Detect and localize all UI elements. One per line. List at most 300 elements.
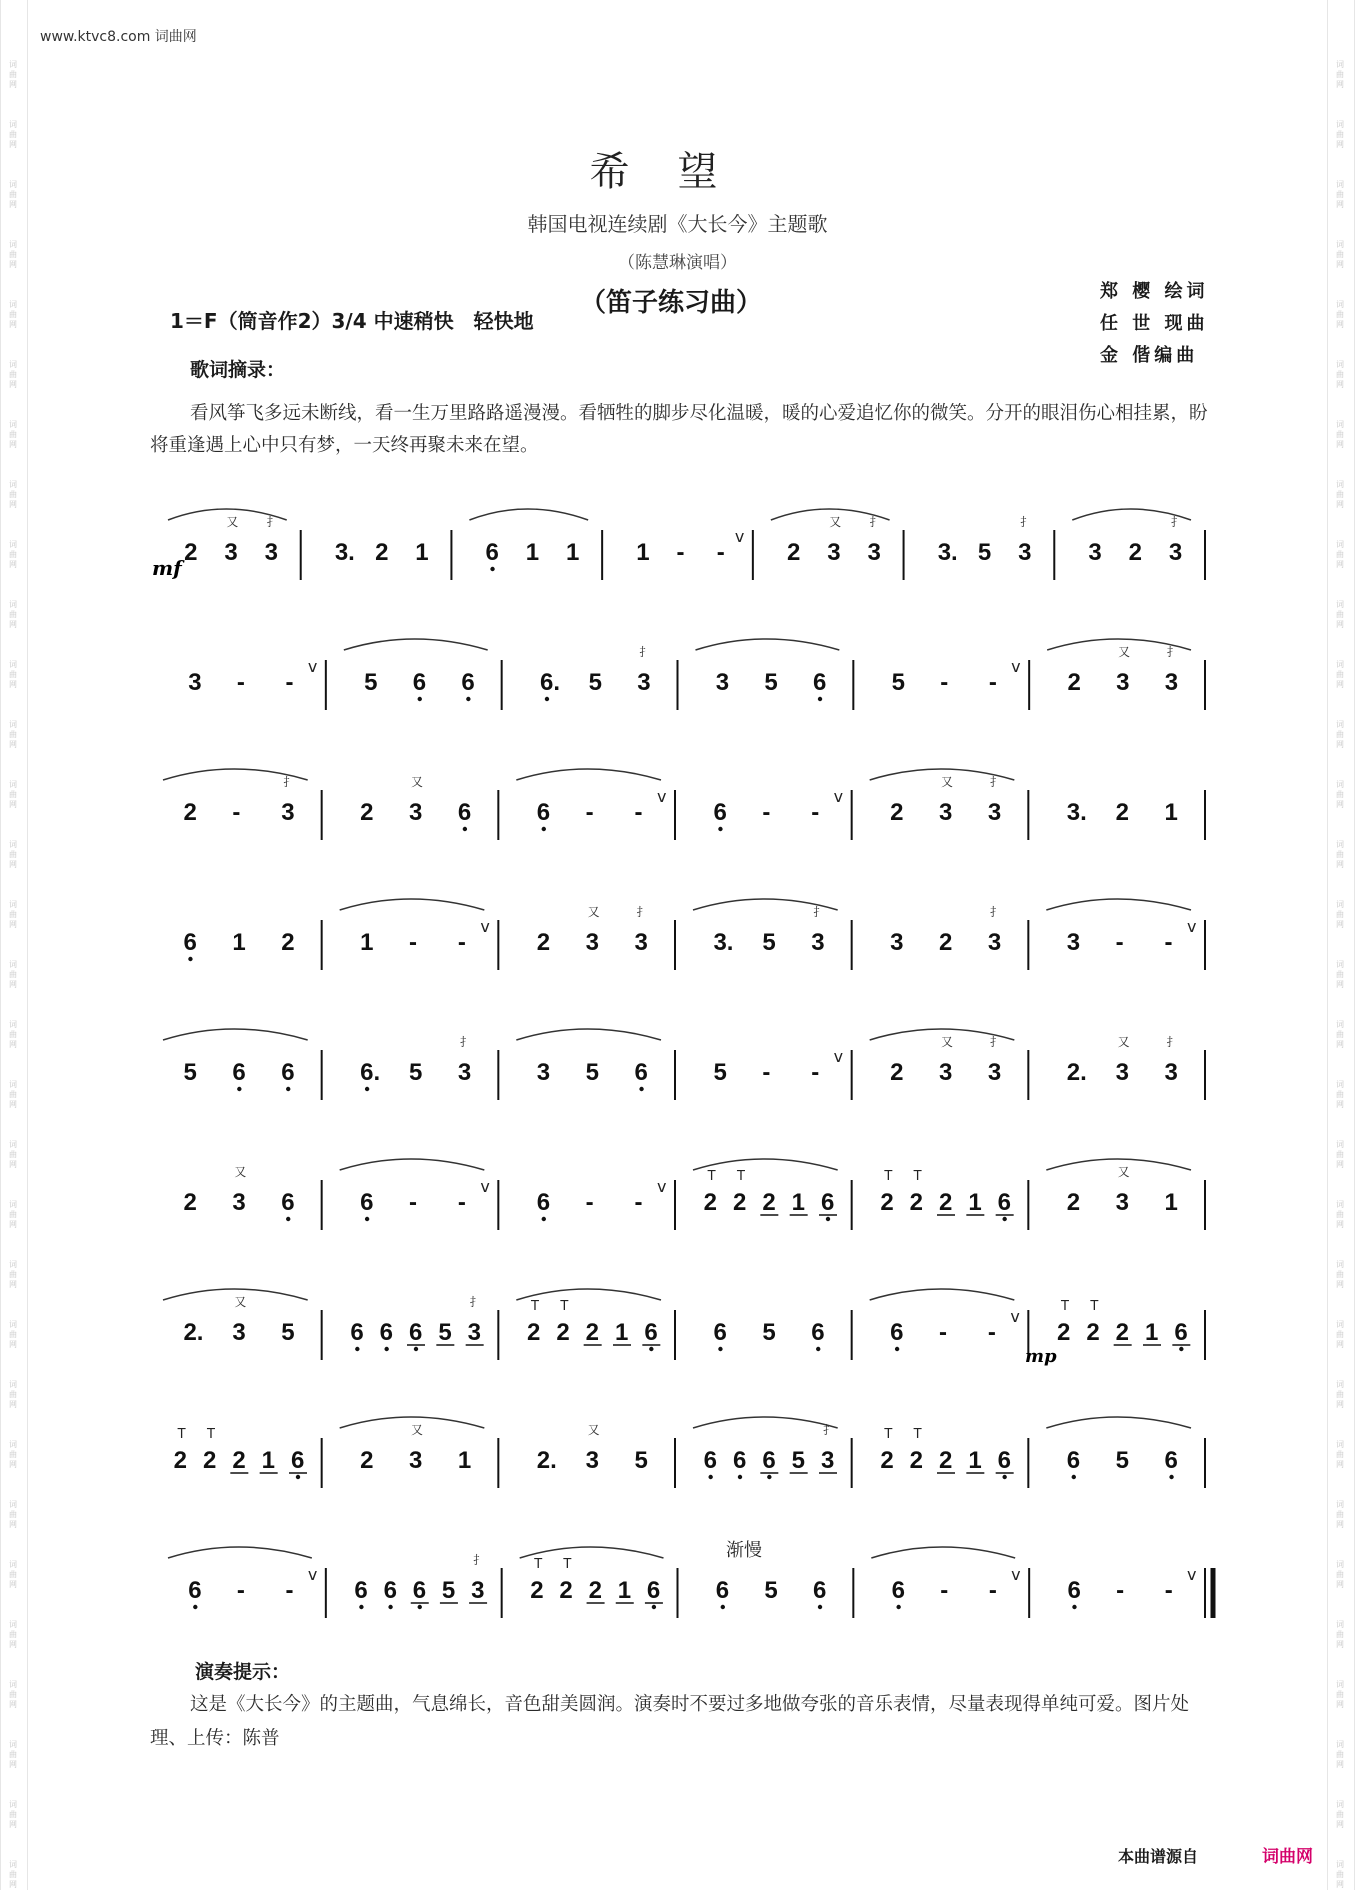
note: 2 [585,1319,600,1346]
note: 3 [457,1059,472,1086]
ornament-mark: 扌 [473,1553,486,1567]
ornament-mark: 扌 [266,515,279,529]
note: 6 [188,1577,202,1604]
note: - [1164,1577,1173,1604]
breath-mark: v [833,787,844,806]
slur [1046,1417,1191,1428]
note: - [1115,929,1124,956]
note: 3 [1066,929,1081,956]
note: 3 [890,929,904,956]
low-octave-dot [388,1605,392,1609]
watermark-mark: 词 曲 网 [9,120,17,149]
low-octave-dot [414,1347,418,1351]
note: 5 [281,1319,295,1346]
watermark-mark: 词 曲 网 [9,1560,17,1589]
breath-mark: v [1010,1307,1020,1326]
low-octave-dot [463,827,467,831]
performance-heading: 演奏提示： [195,1661,291,1683]
ornament-mark: 又 [234,1165,247,1179]
watermark-mark: 词 曲 网 [9,60,17,89]
watermark-mark: 词 曲 网 [1336,300,1344,329]
watermark-mark: 词 曲 网 [1336,960,1344,989]
note: 3. [1066,799,1087,826]
watermark-mark: 词 曲 网 [1336,180,1344,209]
slur [871,1547,1015,1558]
note: 2 [703,1189,718,1216]
note: - [1164,929,1173,956]
breath-mark: v [657,1177,667,1196]
note: - [285,1577,294,1604]
low-octave-dot [818,1605,822,1609]
ornament-mark: 扌 [823,1423,836,1437]
note: 1 [415,539,429,566]
watermark-mark: 词 曲 网 [1336,780,1344,809]
note: 5 [183,1059,197,1086]
low-octave-dot [649,1347,653,1351]
note: 1 [1145,1319,1159,1346]
ornament-mark: 扌 [989,1035,1002,1049]
breath-mark: v [1011,657,1021,676]
note: 6 [646,1577,661,1604]
note: - [940,669,949,696]
note: 6 [536,1189,551,1216]
note: 1 [1164,1189,1178,1216]
tongue-mark: T [737,1169,745,1184]
tongue-mark: T [913,1169,922,1184]
note: 6 [1174,1319,1188,1346]
note: 6 [813,669,827,696]
note: 6 [354,1577,368,1604]
note: 2 [880,1189,894,1216]
slur [1046,899,1191,910]
breath-mark: v [1011,1565,1021,1584]
note: 6 [997,1447,1012,1474]
note: - [409,929,417,956]
note: 3 [471,1577,485,1604]
ornament-mark: 又 [829,515,842,529]
ornament-mark: 扌 [459,1035,472,1049]
low-octave-dot [237,1087,241,1091]
note: 2 [939,1447,953,1474]
note: 6 [183,929,197,956]
note: 6 [281,1189,295,1216]
slur [696,639,840,650]
ornament-mark: 扌 [1020,515,1033,529]
lyrics-text: 看风筝飞多远未断线，看一生万里路路遥漫漫。看牺牲的脚步尽化温暖，暖的心爱追忆你的微笑。分开的眼泪伤心相挂累，盼将重逢遇上心中只有梦，一天终再聚未来在望。 [150,403,1208,456]
note: 3 [585,929,600,956]
slur [516,1029,661,1040]
watermark-mark: 词 曲 网 [1336,720,1344,749]
watermark-mark: 词 曲 网 [1336,600,1344,629]
note: 2 [880,1447,894,1474]
note: - [1116,1577,1125,1604]
site-url[interactable]: www.ktvc8.com 词曲网 [40,29,197,45]
watermark-mark: 词 曲 网 [1336,1680,1344,1709]
watermark-mark: 词 曲 网 [9,1140,17,1169]
ritardando-label: 渐慢 [726,1540,762,1561]
note: 3. [937,539,958,566]
watermark-mark: 词 曲 网 [1336,900,1344,929]
note: 6 [1067,1577,1081,1604]
ornament-mark: 扌 [283,775,296,789]
note: 3 [827,539,841,566]
note: 2 [183,1189,197,1216]
low-octave-dot [188,957,192,961]
performance-text: 这是《大长今》的主题曲，气息绵长，音色甜美圆润。演奏时不要过多地做夸张的音乐表情，尽量表现得单纯可爱。图片处理、上传：陈普 [150,1694,1190,1749]
note: 2 [909,1447,924,1474]
watermark-mark: 词 曲 网 [9,1740,17,1769]
watermark-mark: 词 曲 网 [1336,1500,1344,1529]
watermark-mark: 词 曲 网 [1336,540,1344,569]
note: 2 [939,929,953,956]
note: 5 [364,669,378,696]
tongue-mark: T [563,1557,572,1572]
note: 2 [939,1189,953,1216]
note: 3 [939,1059,953,1086]
low-octave-dot [896,1605,900,1609]
composer-credit: 任 世 现曲 [1100,313,1209,334]
low-octave-dot [359,1605,363,1609]
low-octave-dot [365,1087,369,1091]
watermark-mark: 词 曲 网 [1336,1140,1344,1169]
note: 6 [634,1059,648,1086]
low-octave-dot [738,1475,742,1479]
practice-label: （笛子练习曲） [580,288,763,318]
note: 3. [334,539,355,566]
watermark-mark: 词 曲 网 [9,1800,17,1829]
ornament-mark: 又 [226,515,239,529]
watermark-mark: 词 曲 网 [1336,1440,1344,1469]
ornament-mark: 扌 [989,905,1002,919]
note: 3 [987,1059,1002,1086]
note: 1 [232,929,246,956]
note: 2 [1066,1189,1081,1216]
watermark-mark: 词 曲 网 [1336,1380,1344,1409]
note: 3 [867,539,881,566]
tongue-mark: T [707,1169,716,1184]
note: 2 [183,799,197,826]
note: 3 [264,539,278,566]
note: 3 [821,1447,835,1474]
note: 6 [713,1319,727,1346]
watermark-mark: 词 曲 网 [1336,120,1344,149]
note: 3 [536,1059,551,1086]
note: - [716,539,725,566]
note: 6 [713,799,727,826]
watermark-mark: 词 曲 网 [1336,1860,1344,1889]
note: - [939,1319,947,1346]
note: 6 [811,1319,825,1346]
watermark-mark: 词 曲 网 [9,1020,17,1049]
breath-mark: v [1187,1565,1197,1584]
low-octave-dot [490,567,494,571]
note: 5 [634,1447,648,1474]
arranger-credit: 金 偕编曲 [1100,345,1199,366]
note: - [811,1059,820,1086]
note: 3 [188,669,202,696]
low-octave-dot [542,827,546,831]
note: 1 [1164,799,1178,826]
song-title: 希望 [589,149,766,195]
note: 5 [1115,1447,1130,1474]
note: 3 [1018,539,1032,566]
low-octave-dot [895,1347,899,1351]
note: - [585,1189,594,1216]
watermark-mark: 词 曲 网 [9,1860,17,1889]
watermark-mark: 词 曲 网 [1336,240,1344,269]
watermark-mark: 词 曲 网 [9,240,17,269]
ornament-mark: 又 [411,1423,424,1437]
note: 6 [644,1319,658,1346]
low-octave-dot [1002,1217,1006,1221]
note: - [676,539,685,566]
note: 2 [1086,1319,1100,1346]
note: - [762,799,771,826]
note: 6 [733,1447,747,1474]
low-octave-dot [193,1605,197,1609]
note: 6 [291,1447,305,1474]
note: - [634,1189,643,1216]
note: 6 [703,1447,718,1474]
watermark-mark: 词 曲 网 [1336,1260,1344,1289]
footer-brand-link[interactable]: 词曲网 [1262,1847,1313,1867]
note: 1 [615,1319,629,1346]
note: 6 [485,539,499,566]
slur [469,509,588,520]
note: - [236,669,245,696]
watermark-mark: 词 曲 网 [9,1380,17,1409]
note: 1 [968,1189,982,1216]
watermark-mark: 词 曲 网 [1336,1080,1344,1109]
note: 3 [409,799,423,826]
note: - [232,799,241,826]
note: 1 [968,1447,982,1474]
watermark-mark: 词 曲 网 [1336,360,1344,389]
note: 3 [987,799,1002,826]
note: 6 [232,1059,246,1086]
note: 3 [467,1319,482,1346]
low-octave-dot [466,697,470,701]
note: 2 [536,929,551,956]
note: 2 [909,1189,924,1216]
key-tempo-line: 1＝F（筒音作2）3/4 中速稍快 轻快地 [170,309,534,333]
note: 6 [762,1447,776,1474]
note: 2 [733,1189,747,1216]
ornament-mark: 又 [1117,1035,1130,1049]
note: 3 [1164,669,1179,696]
watermark-mark: 词 曲 网 [9,360,17,389]
note: 3 [224,539,238,566]
low-octave-dot [639,1087,643,1091]
note: 6 [360,1189,374,1216]
ornament-mark: 又 [941,1035,954,1049]
low-octave-dot [818,697,822,701]
note: 1 [566,539,580,566]
note: 3 [637,669,651,696]
tongue-mark: T [884,1169,893,1184]
tongue-mark: T [177,1427,186,1442]
note: 6 [409,1319,423,1346]
note: 1 [617,1577,632,1604]
song-subtitle: 韩国电视连续剧《大长今》主题歌 [527,212,828,236]
watermark-mark: 词 曲 网 [9,300,17,329]
watermark-mark: 词 曲 网 [9,960,17,989]
ornament-mark: 扌 [1166,1035,1179,1049]
note: 3. [713,929,734,956]
ornament-mark: 又 [1117,1165,1130,1179]
ornament-mark: 扌 [469,1295,482,1309]
low-octave-dot [1072,1475,1076,1479]
ornament-mark: 扌 [869,515,882,529]
note: 6 [383,1577,397,1604]
low-octave-dot [826,1217,830,1221]
note: 6. [360,1059,381,1086]
tongue-mark: T [1061,1299,1069,1314]
note: 6 [1164,1447,1178,1474]
note: - [762,1059,771,1086]
breath-mark: v [480,917,490,936]
low-octave-dot [286,1087,290,1091]
watermark-mark: 词 曲 网 [9,540,17,569]
note: 3 [811,929,825,956]
note: 2. [1066,1059,1087,1086]
low-octave-dot [545,697,549,701]
note: 2 [360,1447,374,1474]
slur [693,1417,838,1428]
ornament-mark: 又 [411,775,424,789]
note: 6 [461,669,475,696]
ornament-mark: 又 [941,775,954,789]
note: 3 [939,799,953,826]
note: 2 [1115,799,1130,826]
note: 3 [232,1319,246,1346]
note: 6 [715,1577,730,1604]
watermark-mark: 词 曲 网 [9,420,17,449]
watermark-mark: 词 曲 网 [9,660,17,689]
low-octave-dot [1169,1475,1173,1479]
low-octave-dot [718,827,722,831]
note: 2 [375,539,389,566]
note: 3 [1115,1059,1130,1086]
note: - [940,1577,949,1604]
note: 3 [1115,1189,1130,1216]
low-octave-dot [652,1605,656,1609]
low-octave-dot [355,1347,359,1351]
watermark-mark: 词 曲 网 [1336,60,1344,89]
note: 2 [184,539,198,566]
ornament-mark: 扌 [639,645,652,659]
note: 6 [821,1189,835,1216]
note: 2 [360,799,374,826]
low-octave-dot [296,1475,300,1479]
ornament-mark: 扌 [989,775,1002,789]
ornament-mark: 又 [1118,645,1131,659]
note: 5 [764,1577,778,1604]
note: 5 [762,929,776,956]
low-octave-dot [418,697,422,701]
breath-mark: v [480,1177,490,1196]
note: 6 [457,799,472,826]
watermark-mark: 词 曲 网 [9,780,17,809]
note: 5 [713,1059,727,1086]
breath-mark: v [307,657,318,676]
note: 2. [536,1447,557,1474]
low-octave-dot [286,1217,290,1221]
watermark-mark: 词 曲 网 [9,1620,17,1649]
note: 6 [890,1319,904,1346]
note: 5 [791,1447,806,1474]
note: 5 [441,1577,456,1604]
low-octave-dot [708,1475,712,1479]
low-octave-dot [1179,1347,1183,1351]
watermark-mark: 词 曲 网 [9,1440,17,1469]
slur [340,1159,485,1170]
low-octave-dot [718,1347,722,1351]
footer-source: 本曲谱源自 [1118,1847,1199,1866]
note: 2 [173,1447,188,1474]
watermark-mark: 词 曲 网 [9,720,17,749]
low-octave-dot [1002,1475,1006,1479]
note: 3 [1168,539,1183,566]
note: 1 [261,1447,276,1474]
tongue-mark: T [1090,1299,1099,1314]
note: 6 [379,1319,394,1346]
note: 5 [891,669,905,696]
note: 1 [457,1447,472,1474]
low-octave-dot [767,1475,771,1479]
breath-mark: v [833,1047,844,1066]
ornament-mark: 扌 [1170,515,1183,529]
note: 2 [890,1059,904,1086]
watermark-mark: 词 曲 网 [9,900,17,929]
watermark-mark: 词 曲 网 [9,1080,17,1109]
note: 2 [890,799,904,826]
note: 3 [409,1447,423,1474]
ornament-mark: 扌 [1166,645,1179,659]
note: 3 [715,669,730,696]
note: 3 [1164,1059,1178,1086]
slur [870,1289,1015,1300]
note: 5 [764,669,778,696]
note: 2 [1128,539,1143,566]
ornament-mark: 扌 [813,905,826,919]
note: 1 [525,539,540,566]
ornament-mark: 又 [234,1295,247,1309]
watermark-mark: 词 曲 网 [1336,1020,1344,1049]
slur [163,1029,308,1040]
low-octave-dot [365,1217,369,1221]
note: - [585,799,594,826]
note: 6. [539,669,560,696]
watermark-mark: 词 曲 网 [1336,1740,1344,1769]
note: 3 [232,1189,246,1216]
low-octave-dot [1072,1605,1076,1609]
tongue-mark: T [560,1299,569,1314]
low-octave-dot [721,1605,725,1609]
slur [340,899,485,910]
note: 2 [203,1447,217,1474]
note: 6 [412,1577,427,1604]
note: - [457,929,466,956]
watermark-mark: 词 曲 网 [1336,1320,1344,1349]
note: - [987,1319,996,1346]
note: - [409,1189,417,1216]
note: 5 [438,1319,452,1346]
note: 6 [997,1189,1012,1216]
low-octave-dot [384,1347,388,1351]
note: 2 [559,1577,573,1604]
watermark-mark: 词 曲 网 [1336,420,1344,449]
